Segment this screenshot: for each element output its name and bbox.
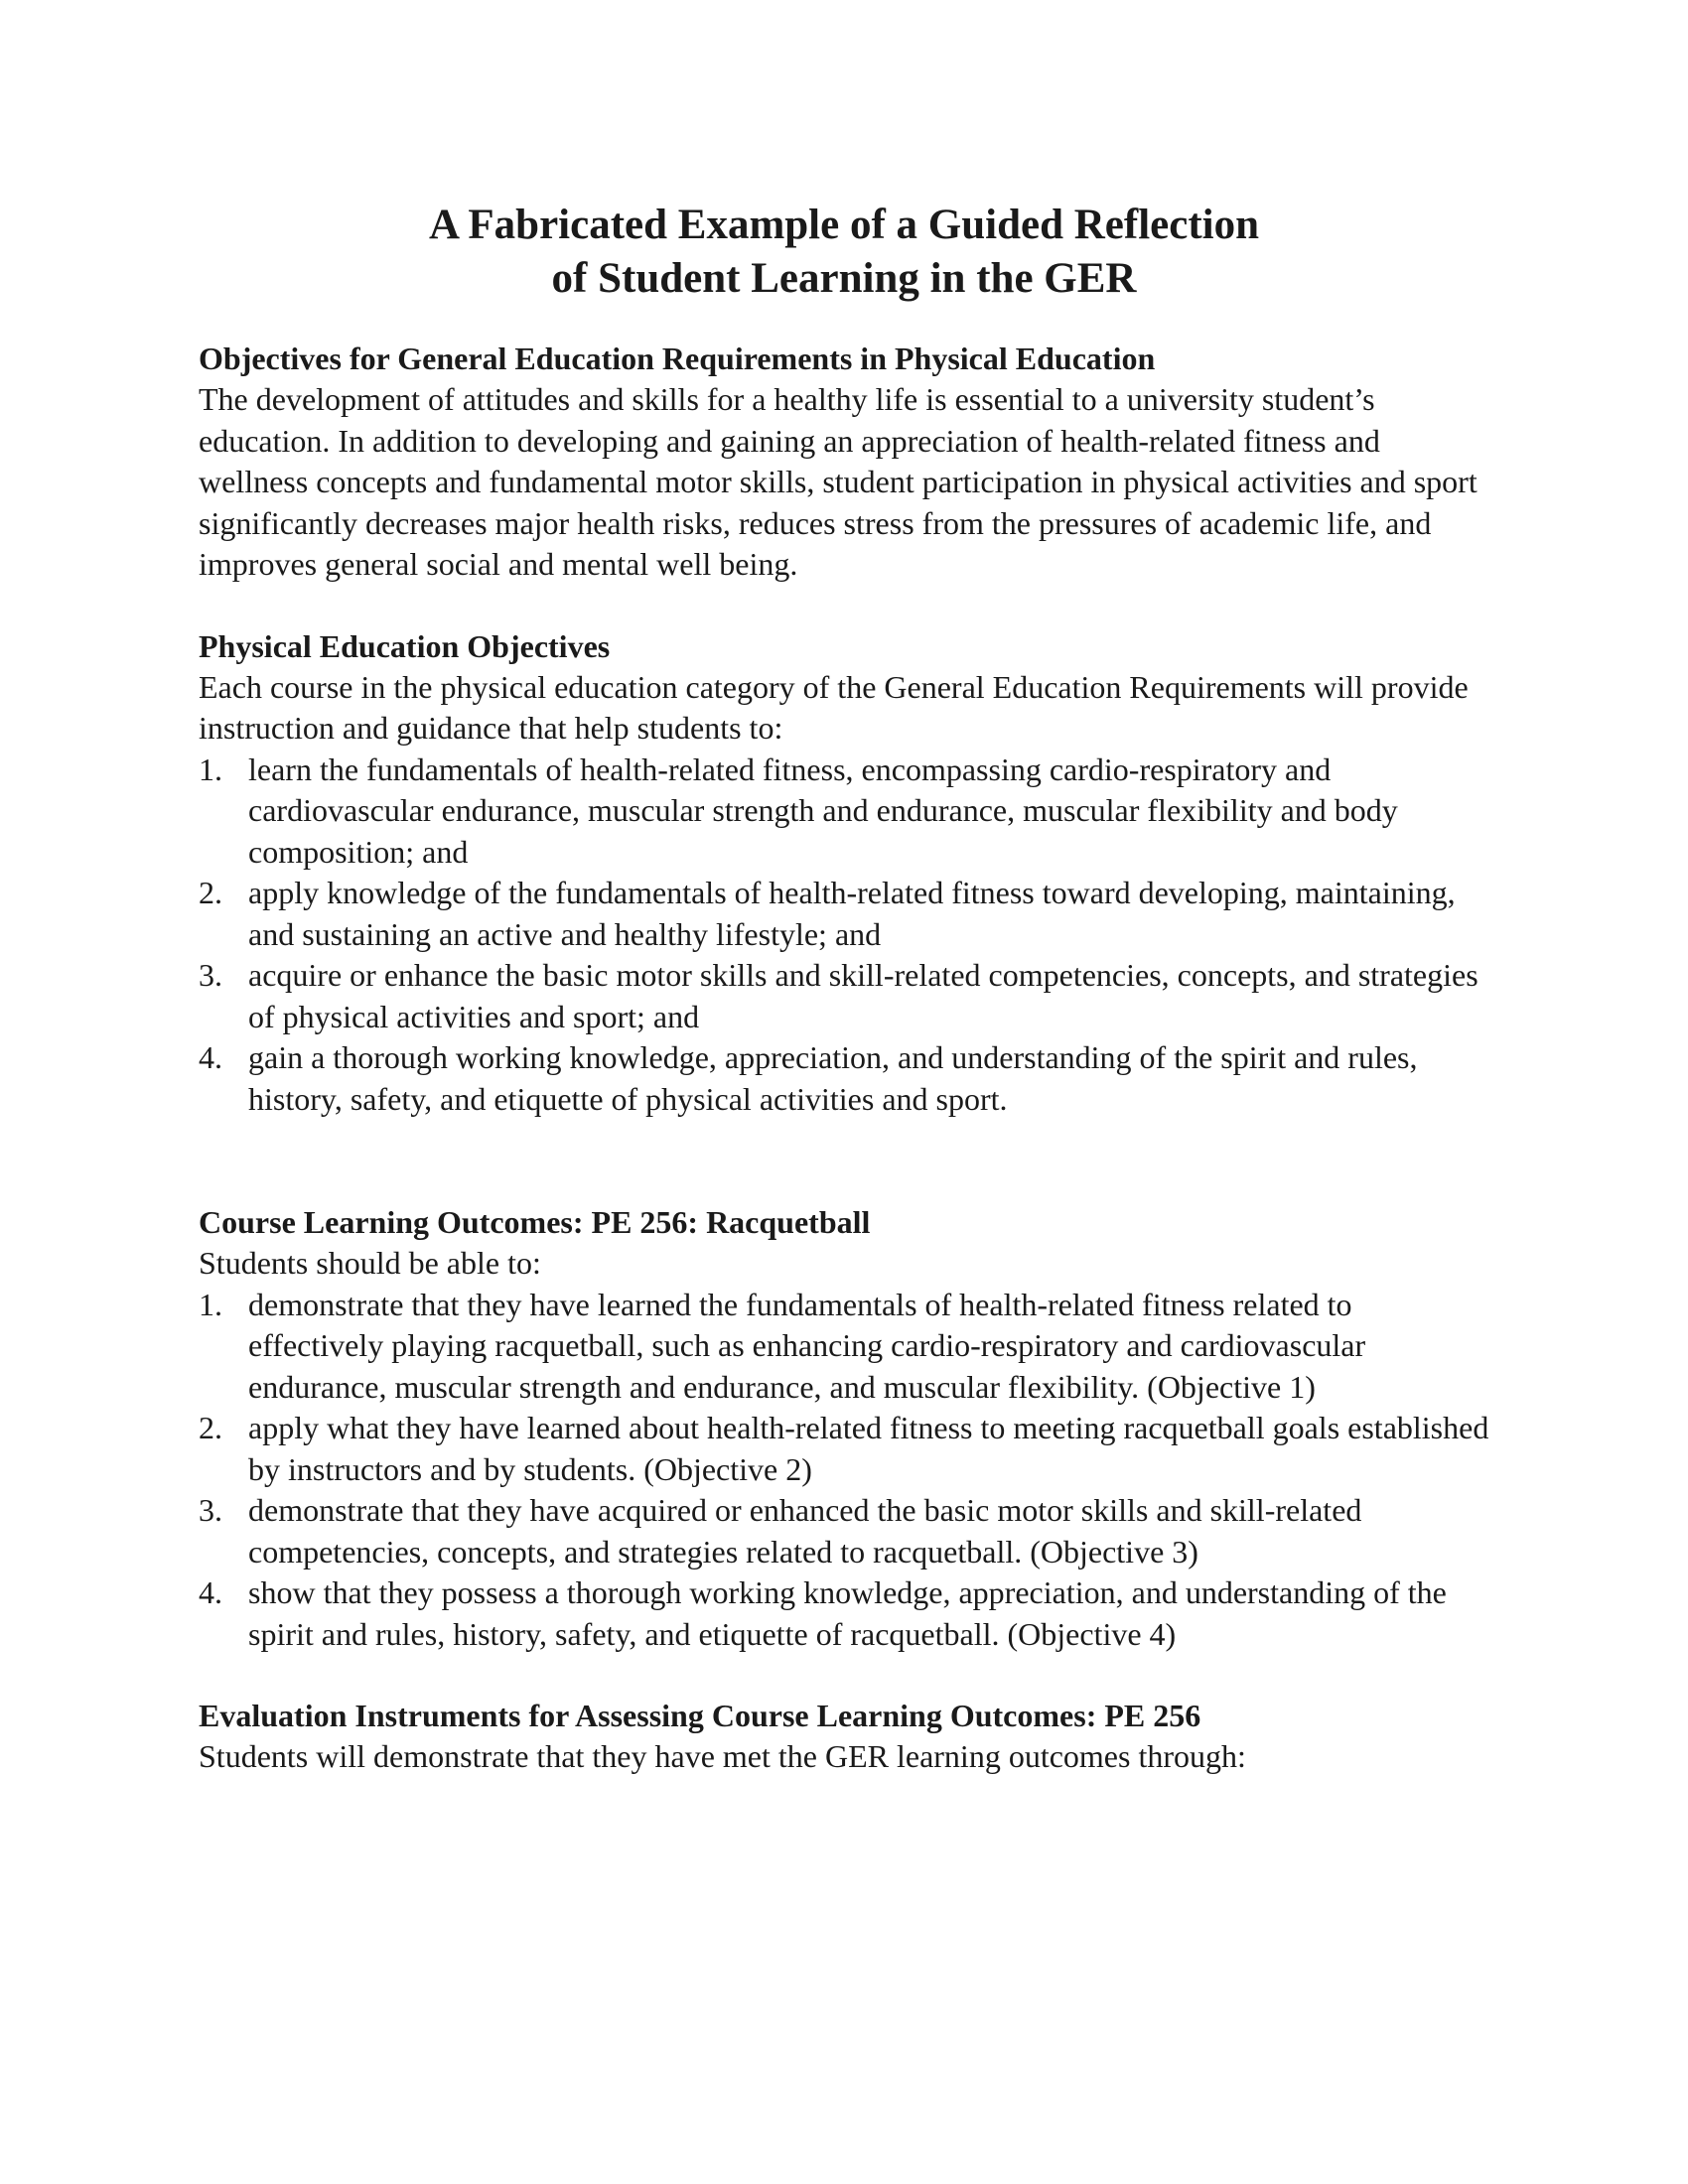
list-text: gain a thorough working knowledge, appreciation, and understanding of the spirit and rules, history, safety, and etiquette of physical activities and sport. bbox=[248, 1039, 1418, 1117]
list-number: 4. bbox=[199, 1039, 222, 1075]
section-ger-objectives bbox=[199, 338, 1489, 586]
list-number: 4. bbox=[199, 1574, 222, 1610]
list-item bbox=[199, 1285, 1489, 1409]
list-number: 2. bbox=[199, 875, 222, 910]
section-intro: Each course in the physical education category of the General Education Requirements will provide instruction and guidance that help students to: bbox=[199, 668, 1469, 746]
list-item bbox=[199, 873, 1489, 955]
list-text: apply what they have learned about health-related fitness to meeting racquetball goals established by instructors and by students. (Objective 2) bbox=[248, 1410, 1489, 1487]
list-text: demonstrate that they have learned the fundamentals of health-related fitness related to effectively playing racquetball, such as enhancing cardio-respiratory and cardiovascular endurance, muscular strength and endurance, and muscular flexibility. (Objective 1) bbox=[248, 1286, 1366, 1405]
list-item bbox=[199, 1408, 1489, 1490]
section-evaluation bbox=[199, 1695, 1489, 1778]
list-item bbox=[199, 1490, 1489, 1572]
list-item bbox=[199, 750, 1489, 874]
objectives-list bbox=[199, 750, 1489, 1121]
section-course-outcomes bbox=[199, 1201, 1489, 1655]
section-heading: Physical Education Objectives bbox=[199, 627, 611, 664]
list-text: learn the fundamentals of health-related fitness, encompassing cardio-respiratory and cardiovascular endurance, muscular strength and endurance, muscular flexibility and body composition; and bbox=[248, 751, 1398, 870]
list-text: apply knowledge of the fundamentals of health-related fitness toward developing, maintaining, and sustaining an active and healthy lifestyle; and bbox=[248, 875, 1456, 952]
list-item bbox=[199, 955, 1489, 1037]
list-number: 1. bbox=[199, 1286, 222, 1322]
section-paragraph: Students will demonstrate that they have met the GER learning outcomes through: bbox=[199, 1738, 1246, 1774]
list-number: 2. bbox=[199, 1410, 222, 1445]
title-line-1: A Fabricated Example of a Guided Reflection bbox=[428, 202, 1260, 248]
list-number: 1. bbox=[199, 751, 222, 787]
outcomes-list bbox=[199, 1285, 1489, 1656]
section-pe-objectives bbox=[199, 625, 1489, 1121]
section-heading: Course Learning Outcomes: PE 256: Racquetball bbox=[199, 1204, 871, 1240]
section-paragraph: The development of attitudes and skills for a healthy life is essential to a university student’s education. In addition to developing and gaining an appreciation of health-related fitness and wellness concepts and fundamental motor skills, student participation in physical activities and sport significantly decreases major health risks, reduces stress from the pressures of academic life, and improves general social and mental well being. bbox=[199, 381, 1477, 582]
list-text: show that they possess a thorough working knowledge, appreciation, and understanding of the spirit and rules, history, safety, and etiquette of racquetball. (Objective 4) bbox=[248, 1574, 1447, 1652]
title-line-2: of Student Learning in the GER bbox=[551, 255, 1137, 302]
document-body bbox=[199, 338, 1489, 1778]
section-intro: Students should be able to: bbox=[199, 1245, 541, 1281]
document-title bbox=[0, 199, 1688, 306]
list-item bbox=[199, 1037, 1489, 1120]
list-item bbox=[199, 1572, 1489, 1655]
list-text: demonstrate that they have acquired or enhanced the basic motor skills and skill-related competencies, concepts, and strategies related to racquetball. (Objective 3) bbox=[248, 1492, 1362, 1570]
section-heading: Evaluation Instruments for Assessing Course Learning Outcomes: PE 256 bbox=[199, 1698, 1201, 1733]
list-number: 3. bbox=[199, 957, 222, 993]
section-heading: Objectives for General Education Requirements in Physical Education bbox=[199, 341, 1156, 376]
list-text: acquire or enhance the basic motor skills and skill-related competencies, concepts, and strategies of physical activities and sport; and bbox=[248, 957, 1478, 1034]
list-number: 3. bbox=[199, 1492, 222, 1528]
